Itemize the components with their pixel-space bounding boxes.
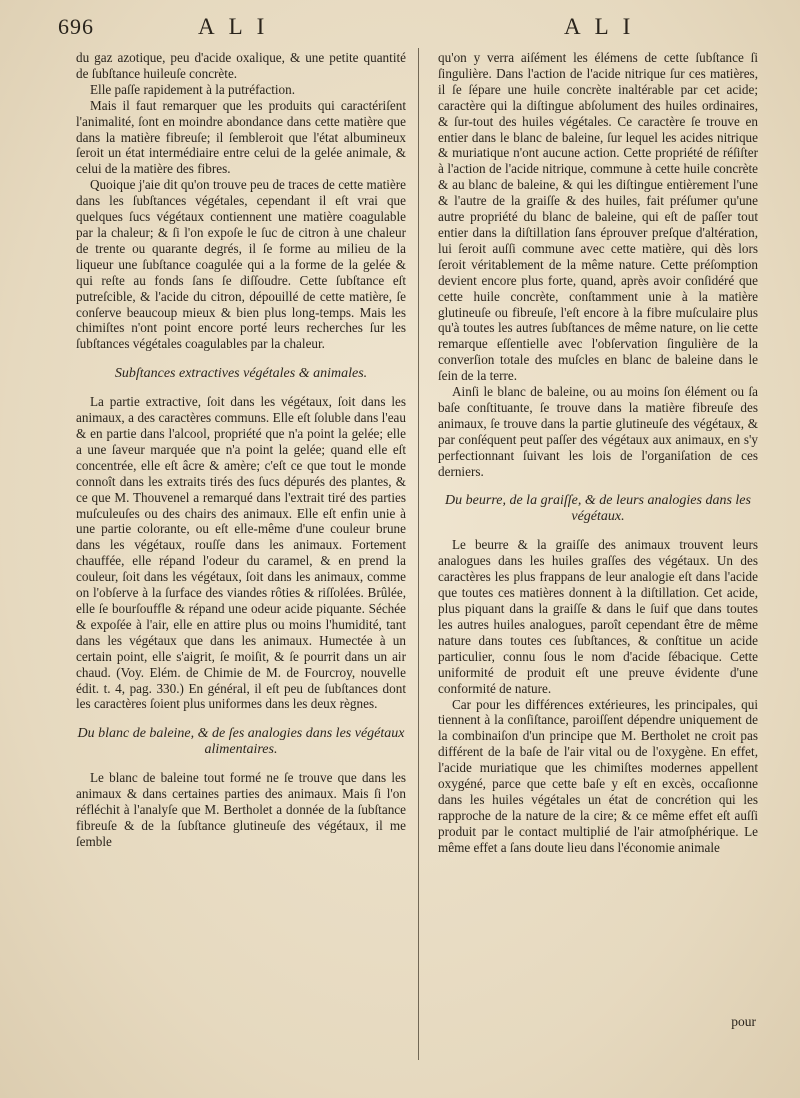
running-head-left: ALI	[198, 14, 279, 39]
page-number: 696	[58, 14, 94, 39]
catchword: pour	[731, 1014, 756, 1029]
right-paragraph: Ainſi le blanc de baleine, ou au moins ſon élément ou ſa baſe conſtituante, ſe trouve dans la matière fibreuſe des animaux, ſe trouve dans la partie glutineuſe des végétaux, & par conſéquent peut paſſer des végétaux aux animaux, en s'y perfectionnant ſuivant les lois de l'organiſation de ces derniers.	[438, 384, 758, 479]
left-paragraph: du gaz azotique, peu d'acide oxalique, & une petite quantité de ſubſtance huileuſe concrète.	[76, 50, 406, 81]
right-column	[438, 50, 758, 856]
right-paragraph: Le beurre & la graiſſe des animaux trouvent leurs analogues dans les huiles graſſes des végétaux. Un des caractères les plus frappans de leur analogie eſt dans l'acide que toutes ces matières donnent à la diſtillation. Cet acide, plus piquant dans la graiſſe & dans le ſuif que dans toutes les autres huiles analogues, paroît cependant être de même nature dans toutes ces ſubſtances, & conſtitue un acide particulier, connu ſous le nom d'acide ſébacique. Cette uniformité de produit eſt une preuve évidente d'une conformité de nature.	[438, 537, 758, 696]
right-paragraph: qu'on y verra aiſément les élémens de cette ſubſtance ſi ſingulière. Dans l'action de l'acide nitrique ſur ces matières, il ſe ſépare une huile concrète inaltérable par cet acide; caractère qui la diſtingue abſolument des huiles ordinaires, & ſur-tout des huiles végétales. Ce caractère ſe trouve en entier dans le blanc de baleine, ſur lequel les acides nitrique & muriatique n'ont aucune action. Cette propriété de réſiſter à l'action de l'acide nitrique, commune à cette huile concrète & au blanc de baleine, & qui les diſtingue entièrement l'une & l'autre de la graiſſe & des huiles, fait préſumer qu'une autre propriété du blanc de baleine, qui eſt de paſſer tout entier dans la diſtillation ſans éprouver preſque d'altération, lui ſeroit auſſi commune avec cette matière, qui dès lors ſeroit véritablement de la même nature. Cette préſomption devient encore plus forte, quand, après avoir conſidéré que cette huile concrète, conſtamment unie à la matière glutineuſe ou fibreuſe, l'eſt encore à la fibre muſculaire plus qu'à toutes les autres ſubſtances de même nature, on lie cette remarque eſſentielle avec l'obſervation ſingulière de la converſion totale des muſcles en blanc de baleine dans le ſein de la terre.	[438, 50, 758, 384]
left-paragraph: Elle paſſe rapidement à la putréfaction.	[90, 81, 296, 97]
page-header	[58, 14, 758, 44]
left-paragraph: Quoique j'aie dit qu'on trouve peu de traces de cette matière dans les ſubſtances végétales, cependant il eſt vrai que quelques ſucs végétaux contiennent une matière coagulable par la chaleur; & ſi l'on expoſe le ſuc de citron à une chaleur de trente ou quarante degrés, il ſe forme au milieu de la liqueur une ſubſtance coagulée qui a la forme de la gelée & qui reſte au fonds ſans ſe diſſoudre. Cette ſubſtance eſt putreſcible, & l'acide du citron, dépouillé de cette matière, ſe conſerve beaucoup mieux & bien plus long-temps. Mais les chimiſtes n'ont point encore porté leurs recherches ſur les ſubſtances végétales coagulables par la chaleur.	[76, 177, 406, 352]
left-column	[76, 50, 406, 850]
right-section-heading: Du beurre, de la graiſſe, & de leurs analogies dans les végétaux.	[445, 493, 751, 525]
left-paragraph: Le blanc de baleine tout formé ne ſe trouve que dans les animaux & dans certaines parties des animaux. Mais ſi l'on réfléchit à l'analyſe que M. Bertholet a donnée de la ſubſtance fibreuſe & de la ſubſtance glutineuſe des végétaux, il me ſemble	[76, 770, 406, 849]
left-section-heading: Du blanc de baleine, & de ſes analogies dans les végétaux alimentaires.	[77, 726, 405, 758]
right-paragraph: Car pour les différences extérieures, les principales, qui tiennent à la conſiſtance, paroiſſent dépendre uniquement de la combinaiſon d'un principe que M. Bertholet ne croit pas différent de la baſe de l'air vital ou de l'oxygène. En effet, l'acide muriatique que les chimiſtes modernes appellent oxygéné, parce que cette baſe y eſt en excès, occaſionne dans les huiles végétales un état de concrétion qui les rapproche de la nature de la cire; & ce même effet eſt auſſi produit par le contact multiplié de l'air atmoſphérique. Le même effet a ſans doute lieu dans l'économie animale	[438, 696, 758, 855]
running-head-right: ALI	[564, 14, 645, 39]
left-paragraph: La partie extractive, ſoit dans les végétaux, ſoit dans les animaux, a des caractères communs. Elle eſt ſoluble dans l'eau & en partie dans l'alcool, propriété que n'a point la gelée; elle a une ſaveur marquée que n'a point la gelée; quand elle eſt concentrée, elle eſt âcre & amère; c'eſt ce que tout le monde connoît dans les extraits tirés des ſucs dépurés des plantes, & ce que M. Thouvenel a remarqué dans l'extrait tiré des parties muſculeuſes ou des chairs des animaux. Elle eſt enfin unie à une partie colorante, ou eſt elle-même d'une couleur brune dans les végétaux, rouſſe dans les animaux. Fortement chauffée, elle répand l'odeur du caramel, & en prend la couleur, ſoit dans les végétaux, ſoit dans les animaux, comme on l'obſerve à la ſurface des viandes rôties & riſſolées. Brûlée, elle ſe bourſouffle & répand une odeur acide piquante. Séchée & expoſée à l'air, elle en attire plus ou moins l'humidité, tant dans les végétaux que dans les animaux. Humectée à un certain point, elle s'aigrit, ſe moiſit, & ſe pourrit dans un air chaud. (Voy. Elém. de Chimie de M. de Fourcroy, nouvelle édit. t. 4, pag. 330.) En général, il eſt peu de ſubſtances dont les caractères ſoient plus uniformes dans les deux règnes.	[76, 394, 406, 712]
left-section-heading: Subſtances extractives végétales & animales.	[114, 366, 368, 382]
column-divider	[418, 48, 419, 1060]
left-paragraph: Mais il faut remarquer que les produits qui caractériſent l'animalité, ſont en moindre abondance dans cette matière que dans la matière fibreuſe; il ſembleroit que l'état albumineux ſeroit un état intermédiaire entre celui de la gelée animale, & celui de la matière des fibres.	[76, 97, 406, 177]
